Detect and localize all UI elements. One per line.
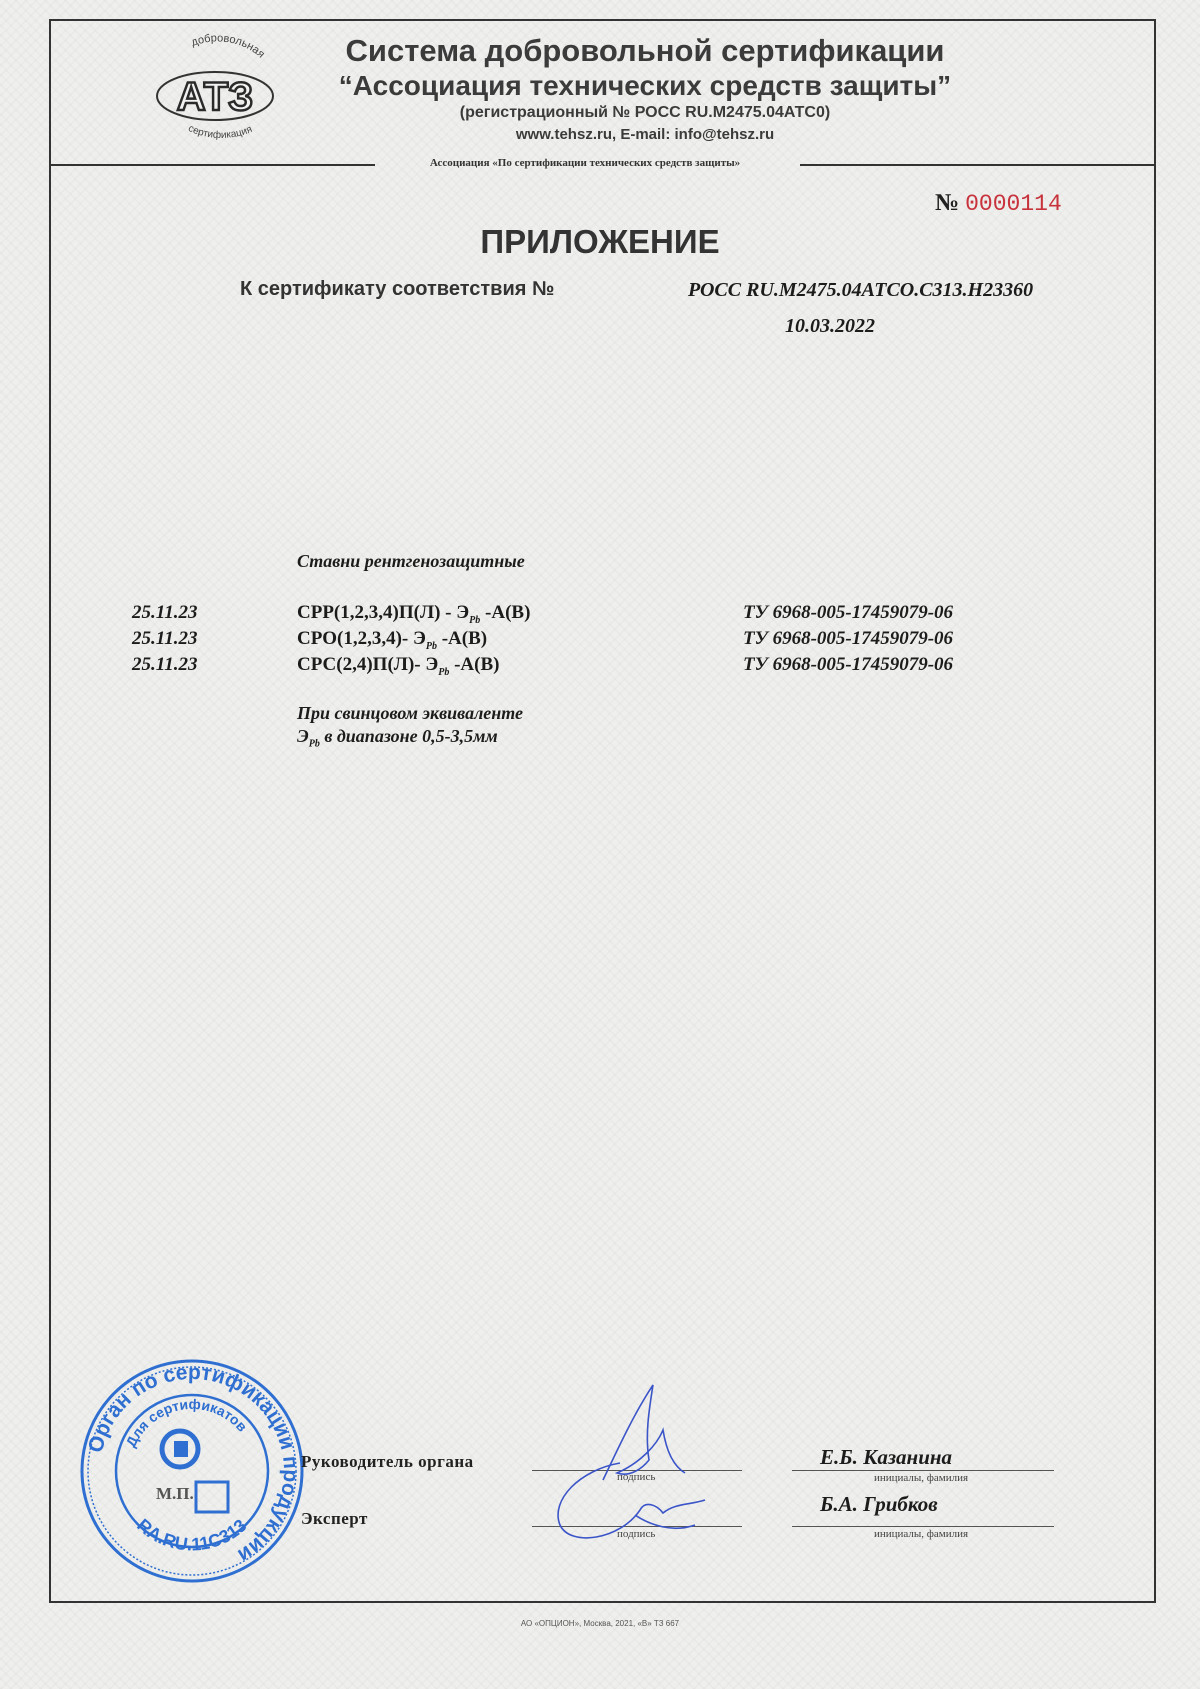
round-stamp — [78, 1357, 306, 1585]
contacts: www.tehsz.ru, E-mail: info@tehsz.ru — [515, 126, 775, 143]
logo-arc-top: добровольная — [189, 32, 268, 61]
head-sign-label: подпись — [617, 1471, 656, 1483]
form-number-value: 0000114 — [965, 191, 1062, 217]
head-name-line — [792, 1470, 1054, 1471]
expert-signature — [558, 1463, 705, 1538]
logo-arc-bottom: сертификация — [186, 123, 254, 142]
product-name-main: СРС(2,4)П(Л)- Э — [297, 654, 439, 675]
product-name-main: СРР(1,2,3,4)П(Л) - Э — [297, 602, 470, 623]
product-name — [297, 602, 530, 626]
expert-name: Б.А. Грибков — [820, 1492, 938, 1516]
product-name-suffix: -А(В) — [449, 654, 500, 675]
ats-logo — [145, 30, 285, 145]
expert-name-line — [792, 1526, 1054, 1527]
document-heading: ПРИЛОЖЕНИЕ — [480, 223, 720, 260]
number-sign: № — [935, 190, 960, 216]
mp-label: М.П. — [156, 1484, 194, 1503]
product-name-sub: Pb — [469, 614, 481, 626]
head-role: Руководитель органа — [301, 1452, 474, 1471]
product-name — [297, 628, 487, 652]
product-name-suffix: -А(В) — [436, 628, 488, 649]
certificate-number: РОСС RU.M2475.04АТСО.С313.Н23360 — [688, 279, 1034, 301]
product-note-line2 — [297, 726, 498, 750]
head-signature — [603, 1385, 685, 1480]
note-sub: Pb — [308, 738, 320, 750]
svg-text:сертификация — [186, 123, 254, 141]
product-name-sub: Pb — [438, 666, 450, 678]
product-group-title: Ставни рентгенозащитные — [297, 551, 525, 571]
header-rule-left — [50, 164, 375, 166]
product-name — [297, 654, 500, 678]
expert-role: Эксперт — [301, 1509, 368, 1528]
handwritten-signatures — [545, 1375, 715, 1555]
logo-letters: АТЗ — [176, 75, 254, 119]
system-title: Система добровольной сертификации — [345, 33, 945, 68]
product-spec: ТУ 6968-005-17459079-06 — [743, 628, 954, 649]
product-name-suffix: -А(В) — [480, 602, 531, 623]
expert-sign-label: подпись — [617, 1528, 656, 1540]
note-e: Э — [297, 726, 309, 746]
expert-name-label: инициалы, фамилия — [874, 1528, 969, 1540]
printer-footer: АО «ОПЦИОН», Москва, 2021, «В» ТЗ 667 — [520, 1619, 680, 1628]
eac-box-icon — [196, 1482, 228, 1512]
certificate-ref-label: К сертификату соответствия № — [240, 278, 555, 300]
product-name-sub: Pb — [425, 640, 437, 652]
association-subtitle: “Ассоциация технических средств защиты” — [338, 70, 952, 101]
header-rule-right — [800, 164, 1155, 166]
form-number — [935, 190, 1062, 217]
svg-text:RA.RU.11С313 — [133, 1515, 250, 1555]
svg-text:добровольная — [190, 32, 267, 60]
product-spec: ТУ 6968-005-17459079-06 — [743, 654, 954, 675]
product-spec: ТУ 6968-005-17459079-06 — [743, 602, 954, 623]
product-date: 25.11.23 — [132, 628, 198, 649]
note-range: в диапазоне 0,5-3,5мм — [319, 726, 498, 746]
head-name-label: инициалы, фамилия — [874, 1472, 969, 1484]
product-note-line1: При свинцовом эквиваленте — [297, 703, 524, 723]
stamp-code: RA.RU.11С313 — [133, 1514, 251, 1555]
certificate-date: 10.03.2022 — [785, 315, 875, 337]
product-date: 25.11.23 — [132, 654, 198, 675]
registration-number: (регистрационный № РОСС RU.M2475.04АТС0) — [459, 104, 831, 121]
product-date: 25.11.23 — [132, 602, 198, 623]
association-line: Ассоциация «По сертификации технических средств защиты» — [429, 157, 741, 169]
stamp-middle-text: Для сертификатов — [122, 1395, 251, 1450]
product-name-main: СРО(1,2,3,4)- Э — [297, 628, 426, 649]
head-name: Е.Б. Казанина — [820, 1445, 953, 1469]
stamp-outer-text: Орган по сертификации продукции — [83, 1360, 303, 1567]
